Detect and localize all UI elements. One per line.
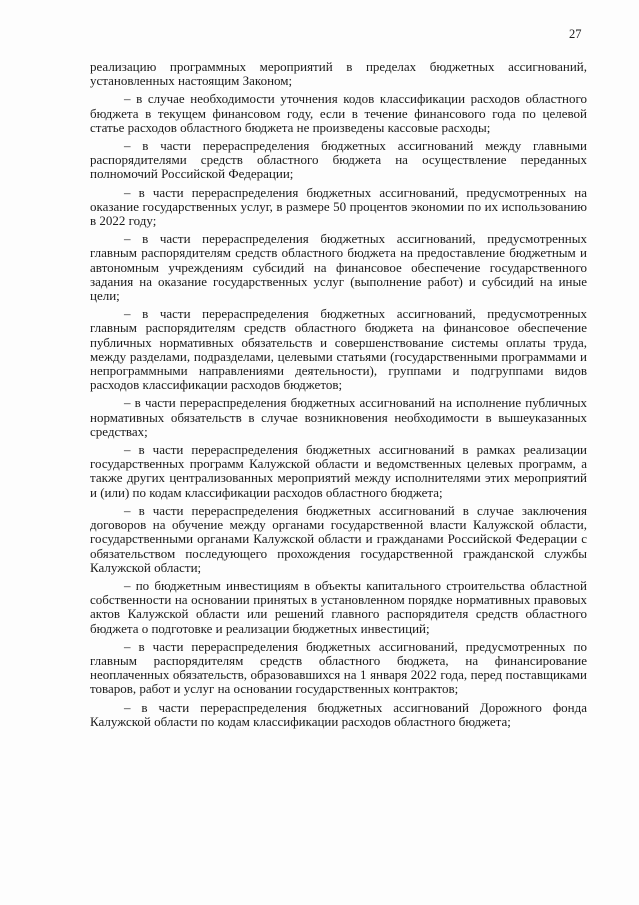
list-item-classification-codes: – в случае необходимости уточнения кодов классификации расходов областного бюджета в текущем финансовом году, если в течение финансового года по целевой статье расходов областного бюджета не произведены кассовые расходы; xyxy=(90,91,587,135)
list-item-federal-powers: – в части перераспределения бюджетных ассигнований между главными распорядителями средств областного бюджета на осуществление переданных полномочий Российской Федерации; xyxy=(90,138,587,182)
list-item-training-contracts: – в части перераспределения бюджетных ассигнований в случае заключения договоров на обучение между органами государственной власти Калужской области, государственными органами Калужской области и гражданами Российской Федерации с обязательством последующего прохождения государственной гражданской службы Калужской области; xyxy=(90,502,587,575)
page-number: 27 xyxy=(569,27,582,41)
list-item-unpaid-obligations: – в части перераспределения бюджетных ассигнований, предусмотренных по главным распорядителям средств областного бюджета, на финансирование неоплаченных обязательств, образовавшихся на 1 января 2022 года, перед поставщиками товаров, работ и услуг на основании государственных контрактов; xyxy=(90,638,587,697)
paragraph-continuation: реализацию программных мероприятий в пределах бюджетных ассигнований, установленных настоящим Законом; xyxy=(90,59,587,89)
list-item-capital-investments: – по бюджетным инвестициям в объекты капитального строительства областной собственности на основании принятых в установленном порядке нормативных правовых актов Калужской области или решений главного распорядителя средств областного бюджета о подготовке и реализации бюджетных инвестиций; xyxy=(90,577,587,636)
list-item-institution-subsidies: – в части перераспределения бюджетных ассигнований, предусмотренных главным распорядителям средств областного бюджета на предоставление бюджетным и автономным учреждениям субсидий на финансовое обеспечение государственного задания на оказание государственных услуг (выполнение работ) и субсидий на иные цели; xyxy=(90,231,587,304)
document-body xyxy=(90,60,587,733)
list-item-state-programs: – в части перераспределения бюджетных ассигнований в рамках реализации государственных программ Калужской области и ведомственных целевых программ, а также других централизованных мероприятий между исполнителями этих мероприятий и (или) по кодам классификации расходов областного бюджета; xyxy=(90,442,587,500)
list-item-road-fund: – в части перераспределения бюджетных ассигнований Дорожного фонда Калужской области по кодам классификации расходов областного бюджета; xyxy=(90,699,587,729)
list-item-public-obligations-payroll: – в части перераспределения бюджетных ассигнований, предусмотренных главным распорядителям средств областного бюджета на финансовое обеспечение публичных нормативных обязательств и совершенствование системы оплаты труда, между разделами, подразделами, целевыми статьями (государственными программами и непрограммными направлениями деятельности), группами и подгруппами видов расходов классификации расходов бюджетов; xyxy=(90,306,587,393)
list-item-state-services-savings: – в части перераспределения бюджетных ассигнований, предусмотренных на оказание государственных услуг, в размере 50 процентов экономии по их использованию в 2022 году; xyxy=(90,184,587,229)
list-item-public-obligations: – в части перераспределения бюджетных ассигнований на исполнение публичных нормативных обязательств в случае возникновения необходимости в вышеуказанных средствах; xyxy=(90,395,587,439)
